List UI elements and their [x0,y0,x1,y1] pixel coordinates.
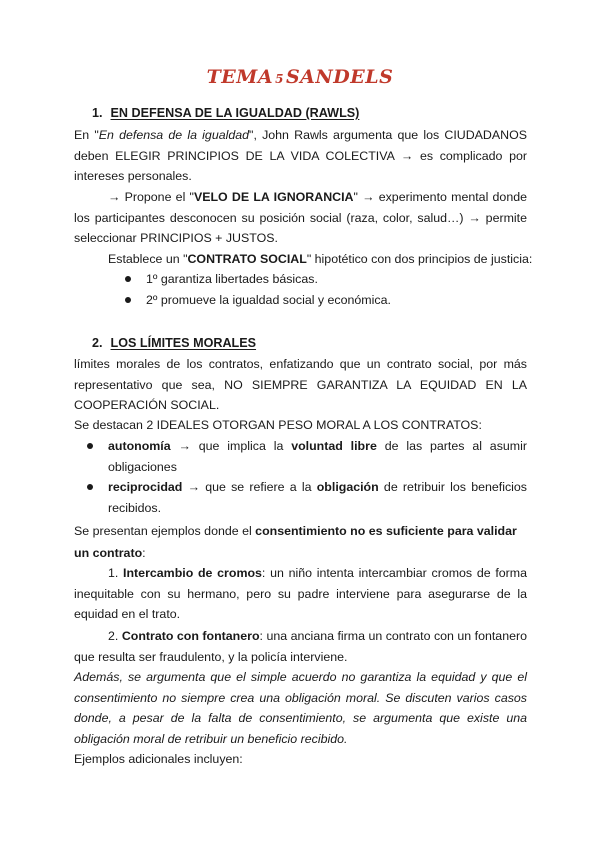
obligation-term: obligación [316,480,379,495]
principles-list [146,269,527,310]
page-title [0,66,600,88]
consent-bold: consentimiento no es suficiente para validar un contrato [74,524,517,560]
title-part-1: TEMA [206,66,274,88]
italic-text: Además, se argumenta que el simple acuerdo no garantiza la equidad y que el consentimiento no siempre crea una obligación moral. Se discuten varios casos donde, a pesar de la falta de consentimiento, se argumenta que existe una obligación moral de retribuir un beneficio recibido. [74,670,527,746]
examples-intro [74,520,527,564]
bullet-icon [125,276,131,282]
example-1 [74,563,527,625]
veil-bold: VELO DE LA IGNORANCIA [193,190,354,204]
autonomy-text-a: → que implica la [170,439,292,453]
autonomy-text-b: de las partes al asumir obligaciones [108,439,527,474]
example-1-title: Intercambio de cromos [123,566,262,580]
intro-text-b: ", John Rawls argumenta que los CIUDADANOS deben ELEGIR PRINCIPIOS DE LA VIDA COLECTIVA → es complicado por intereses personales. [74,128,527,184]
section-2-intro [74,354,527,416]
book-title: En defensa de la igualdad [98,128,250,142]
ideals-list [108,436,527,518]
example-2-number: 2. [108,629,122,643]
veil-paragraph [74,187,527,249]
contract-text-a: Establece un " [108,252,188,266]
list-item [146,269,527,290]
section-2-number: 2. [92,336,103,350]
reciprocity-text-a: → que se refiere a la [182,480,317,495]
list-item [146,290,527,311]
examples-text-a: Se presentan ejemplos donde el [74,524,256,538]
bullet-icon [87,484,93,490]
bullet-icon [125,297,131,303]
list-item [108,477,527,518]
examples-text-b: : [142,546,146,560]
section-2-heading [92,336,256,350]
intro-text-a: En " [74,128,99,142]
additional-text: Ejemplos adicionales incluyen: [74,752,243,766]
contract-bold: CONTRATO SOCIAL [187,252,307,266]
ideals-text: Se destacan 2 IDEALES OTORGAN PESO MORAL A LOS CONTRATOS: [74,418,482,432]
title-part-2: 5 [275,72,284,86]
principle-1: 1º garantiza libertades básicas. [146,272,318,286]
free-will-term: voluntad libre [291,439,377,453]
ideals-line [74,418,482,432]
title-part-3: SANDELS [285,66,394,88]
contract-text-b: " hipotético con dos principios de justicia: [306,252,533,266]
reciprocity-text-b: de retribuir los beneficios recibidos. [108,480,528,515]
section-1-heading-text: EN DEFENSA DE LA IGUALDAD (RAWLS) [110,106,360,120]
autonomy-term: autonomía [108,439,171,453]
section-2-heading-text: LOS LÍMITES MORALES [110,336,257,350]
example-2-text: : una anciana firma un contrato con un fontanero que resulta ser fraudulento, y la policía interviene. [74,629,527,664]
additional-line [74,752,243,766]
section-1-heading [92,106,359,120]
example-2 [74,626,527,667]
veil-text-b: " → experimento mental donde los participantes desconocen su posición social (raza, color, salud…) → permite seleccionar PRINCIPIOS + JUSTOS. [74,190,527,246]
list-item [108,436,527,477]
section-1-intro [74,125,527,187]
example-1-number: 1. [108,566,124,580]
reciprocity-term: reciprocidad [108,480,183,495]
italic-paragraph [74,667,527,749]
limits-text: límites morales de los contratos, enfatizando que un contrato social, por más representativo que sea, NO SIEMPRE GARANTIZA LA EQUIDAD EN LA COOPERACIÓN SOCIAL. [74,357,527,413]
example-1-text: : un niño intenta intercambiar cromos de forma inequitable con su hermano, pero su padre interviene para asegurarse de la equidad en el trato. [74,566,527,622]
veil-text-a: → Propone el " [108,190,194,204]
principle-2: 2º promueve la igualdad social y económica. [146,292,391,307]
section-1-number: 1. [92,106,103,120]
contract-line [108,252,532,266]
example-2-title: Contrato con fontanero [121,629,260,643]
bullet-icon [87,443,93,449]
